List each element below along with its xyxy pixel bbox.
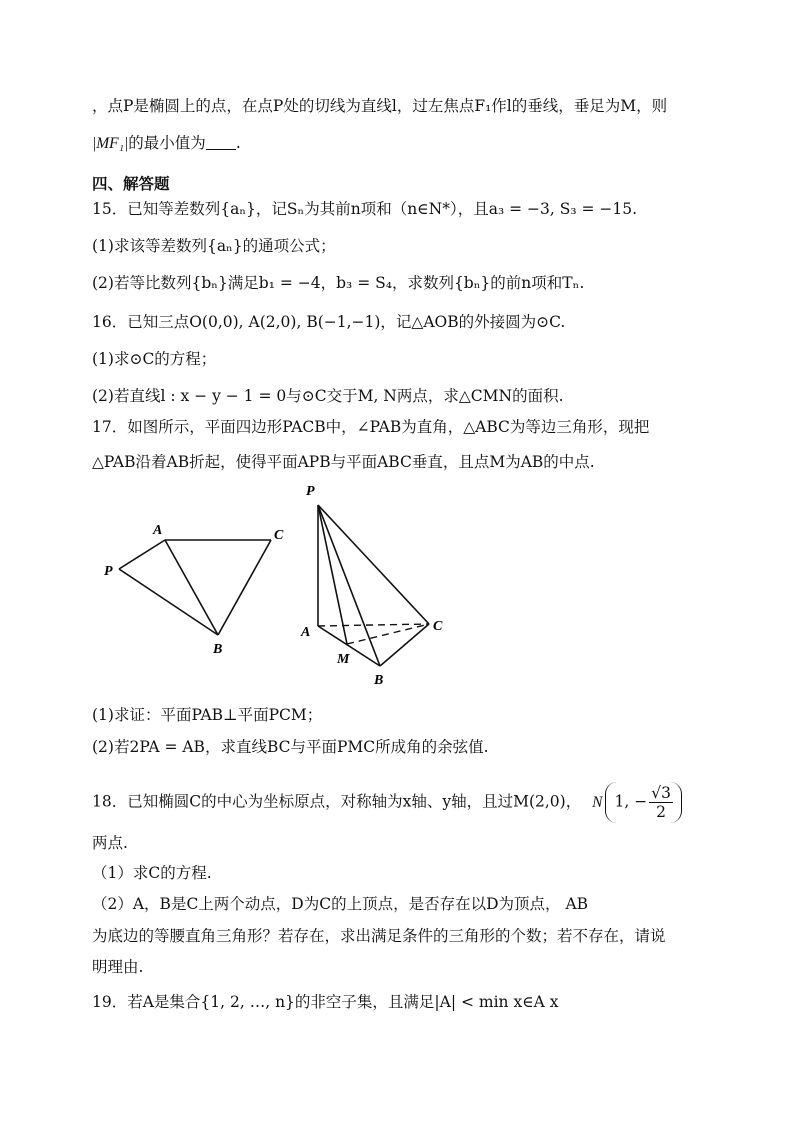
q16-part2: (2)若直线l : x − y − 1 = 0与⊙C交于M, N两点，求△CMN的面积.	[92, 387, 564, 405]
label-right-M: M	[337, 652, 350, 667]
q17-stem-2: △PAB沿着AB折起，使得平面APB与平面ABC垂直，且点M为AB的中点.	[92, 453, 595, 471]
q15-part2: (2)若等比数列{bₙ}满足b₁ = −4，b₃ = S₄，求数列{bₙ}的前n项和Tₙ.	[92, 274, 585, 292]
label-left-P: P	[104, 564, 113, 579]
period: .	[235, 134, 241, 152]
fraction-numerator: √3	[651, 784, 671, 802]
answer-blank	[206, 135, 236, 150]
q18-part1: （1）求C的方程.	[92, 864, 212, 882]
label-right-P: P	[306, 484, 315, 499]
text-line-1: ，点P是椭圆上的点，在点P处的切线为直线l，过左焦点F₁作l的垂线，垂足为M，则	[92, 97, 668, 115]
q18-stem-2: 两点.	[92, 834, 128, 852]
q15-stem: 15．已知等差数列{aₙ}，记Sₙ为其前n项和（n∈N*），且a₃ = −3, S₃ = −15.	[92, 200, 638, 218]
fraction	[649, 784, 673, 821]
label-right-A: A	[301, 625, 311, 640]
abs-mf1: |MF₁|	[92, 135, 129, 152]
q17-part2: (2)若2PA = AB，求直线BC与平面PMC所成角的余弦值.	[92, 738, 489, 756]
q16-stem: 16．已知三点O(0,0), A(2,0), B(−1,−1)，记△AOB的外接圆为⊙C.	[92, 313, 566, 331]
point-n: N	[592, 793, 603, 811]
figure-planar-quadrilateral	[96, 515, 296, 660]
label-right-C: C	[433, 619, 443, 634]
q18-part2: （2）A，B是C上两个动点，D为C的上顶点，是否存在以D为顶点， AB	[92, 895, 589, 913]
figure-folded-pyramid	[296, 478, 456, 690]
label-right-B: B	[374, 673, 384, 688]
q18-part2-cont: 为底边的等腰直角三角形？若存在，求出满足条件的三角形的个数；若不存在，请说	[92, 927, 666, 945]
q16-part1: (1)求⊙C的方程；	[92, 350, 217, 368]
text-line-2	[92, 131, 734, 156]
fraction-denominator: 2	[656, 803, 666, 821]
section-heading: 四、解答题	[92, 175, 170, 193]
coord-prefix: 1, −	[614, 792, 648, 811]
point-n-coords	[605, 782, 681, 823]
q15-part1: (1)求该等差数列{aₙ}的通项公式；	[92, 237, 336, 255]
label-left-C: C	[274, 528, 284, 543]
q17-part1: (1)求证：平面PAB⊥平面PCM；	[92, 706, 323, 724]
q19-stem: 19．若A是集合{1, 2, …, n}的非空子集，且满足|A| < min x∈A x	[92, 993, 559, 1011]
label-left-B: B	[213, 642, 223, 657]
q18-stem-text: 18．已知椭圆C的中心为坐标原点，对称轴为x轴、y轴，且过M(2,0)，	[92, 792, 582, 811]
label-left-A: A	[153, 523, 163, 538]
q17-stem: 17．如图所示，平面四边形PACB中，∠PAB为直角，△ABC为等边三角形，现把	[92, 418, 650, 436]
q18-part2-end: 明理由.	[92, 958, 144, 976]
min-value-text: 的最小值为	[128, 134, 206, 152]
q18-stem	[92, 782, 734, 823]
